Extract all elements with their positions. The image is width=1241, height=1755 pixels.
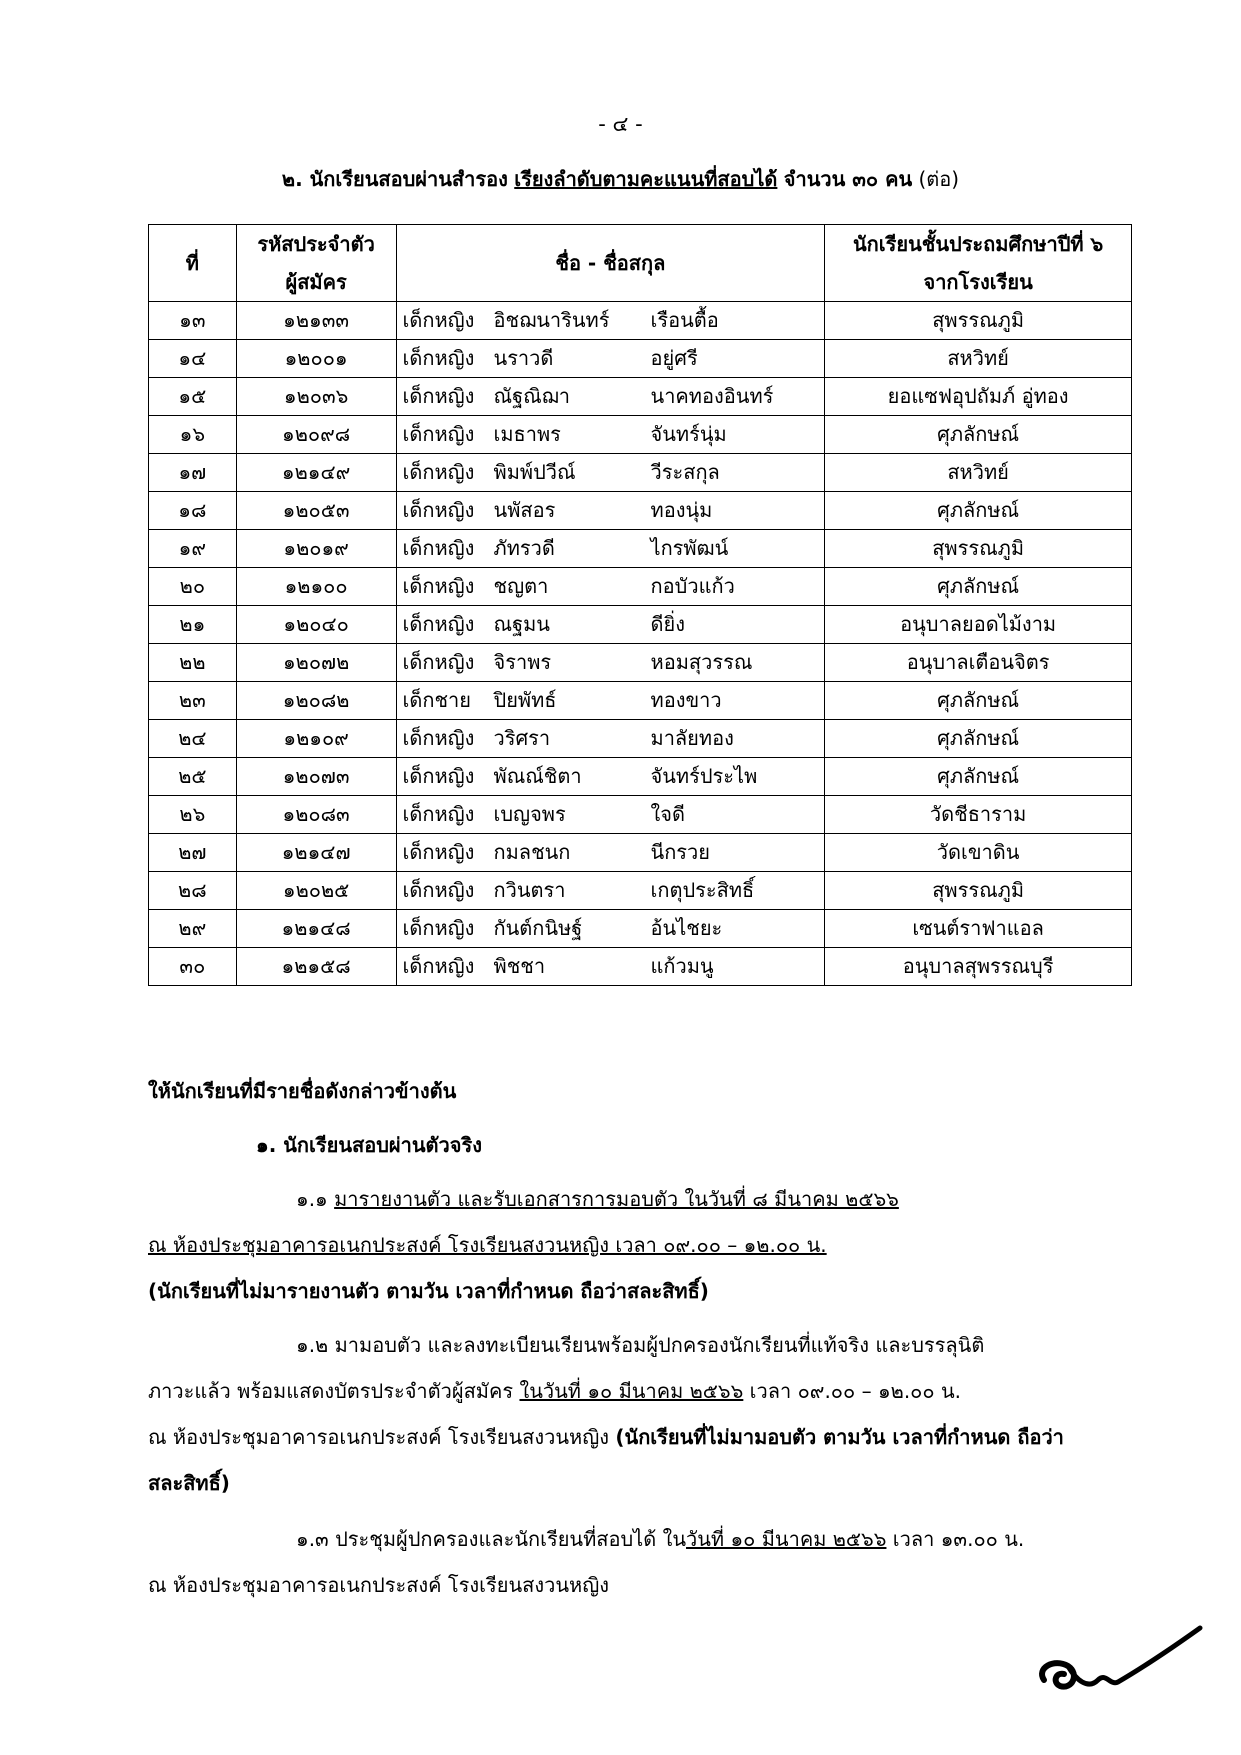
row-code: ๑๒๑๕๘ <box>236 948 396 986</box>
item-1-2-time: เวลา ๐๙.๐๐ – ๑๒.๐๐ น. <box>743 1379 961 1403</box>
row-name <box>396 796 825 834</box>
page-number: - ๔ - <box>598 112 643 136</box>
row-first-name: อิชฌนารินทร์ <box>493 308 610 332</box>
row-last-name: ดียิ่ง <box>650 612 685 636</box>
header-code-line1: รหัสประจำตัว <box>257 232 375 256</box>
signature-mark <box>1032 1620 1207 1720</box>
row-school: สุพรรณภูมิ <box>825 530 1132 568</box>
row-last-name: เกตุประสิทธิ์ <box>650 878 755 902</box>
table-row <box>149 834 1132 872</box>
row-school: อนุบาลเตือนจิตร <box>825 644 1132 682</box>
table-row <box>149 378 1132 416</box>
row-no: ๒๐ <box>149 568 237 606</box>
heading-count: จำนวน ๓๐ คน <box>783 167 913 191</box>
row-name <box>396 416 825 454</box>
row-name <box>396 834 825 872</box>
table-row <box>149 644 1132 682</box>
header-school-line1: นักเรียนชั้นประถมศึกษาปีที่ ๖ <box>853 232 1104 256</box>
row-school: อนุบาลยอดไม้งาม <box>825 606 1132 644</box>
row-prefix: เด็กหญิง <box>402 308 475 332</box>
row-name <box>396 682 825 720</box>
item-1-1-number: ๑.๑ <box>296 1187 328 1211</box>
row-last-name: ไกรพัฒน์ <box>650 536 729 560</box>
row-prefix: เด็กหญิง <box>402 764 475 788</box>
row-first-name: นราวดี <box>493 346 554 370</box>
row-prefix: เด็กหญิง <box>402 878 475 902</box>
row-code: ๑๒๑๐๙ <box>236 720 396 758</box>
table-row <box>149 568 1132 606</box>
row-name <box>396 378 825 416</box>
row-code: ๑๒๑๔๘ <box>236 910 396 948</box>
row-school: สหวิทย์ <box>825 454 1132 492</box>
row-school: ศุภลักษณ์ <box>825 682 1132 720</box>
row-school: วัดเขาดิน <box>825 834 1132 872</box>
row-no: ๑๙ <box>149 530 237 568</box>
row-code: ๑๒๐๘๒ <box>236 682 396 720</box>
row-school: เซนต์ราฟาแอล <box>825 910 1132 948</box>
table-row <box>149 492 1132 530</box>
row-code: ๑๒๐๒๕ <box>236 872 396 910</box>
row-school: สหวิทย์ <box>825 340 1132 378</box>
row-school: อนุบาลสุพรรณบุรี <box>825 948 1132 986</box>
row-last-name: กอบัวแก้ว <box>650 574 735 598</box>
item-1-1-note: (นักเรียนที่ไม่มารายงานตัว ตามวัน เวลาที่กำหนด ถือว่าสละสิทธิ์) <box>148 1279 709 1303</box>
row-first-name: ณฐมน <box>493 612 550 636</box>
row-name <box>396 454 825 492</box>
row-last-name: นีกรวย <box>650 840 710 864</box>
heading-continued: (ต่อ) <box>918 167 960 191</box>
row-prefix: เด็กหญิง <box>402 498 475 522</box>
row-prefix: เด็กหญิง <box>402 650 475 674</box>
row-no: ๓๐ <box>149 948 237 986</box>
row-first-name: ณัฐณิฌา <box>493 384 570 408</box>
row-prefix: เด็กชาย <box>402 688 471 712</box>
row-first-name: นพัสอร <box>493 498 556 522</box>
row-code: ๑๒๐๐๑ <box>236 340 396 378</box>
row-no: ๒๕ <box>149 758 237 796</box>
table-row <box>149 758 1132 796</box>
table-row <box>149 416 1132 454</box>
item-1-2-note-end: สละสิทธิ์) <box>148 1471 230 1495</box>
table-row <box>149 454 1132 492</box>
row-no: ๒๙ <box>149 910 237 948</box>
table-row <box>149 910 1132 948</box>
row-prefix: เด็กหญิง <box>402 726 475 750</box>
row-code: ๑๒๑๓๓ <box>236 302 396 340</box>
row-code: ๑๒๐๘๓ <box>236 796 396 834</box>
row-school: ศุภลักษณ์ <box>825 758 1132 796</box>
row-name <box>396 606 825 644</box>
header-code <box>236 225 396 302</box>
row-last-name: จันทร์นุ่ม <box>650 422 727 446</box>
item-1-3-time: เวลา ๑๓.๐๐ น. <box>886 1527 1025 1551</box>
table-header-row <box>149 225 1132 302</box>
row-no: ๒๖ <box>149 796 237 834</box>
row-name <box>396 872 825 910</box>
row-last-name: ใจดี <box>650 802 685 826</box>
table-row <box>149 340 1132 378</box>
row-code: ๑๒๐๓๖ <box>236 378 396 416</box>
section1-heading: ๑. นักเรียนสอบผ่านตัวจริง <box>256 1133 482 1157</box>
row-last-name: เรือนตื้อ <box>650 308 719 332</box>
table-row <box>149 796 1132 834</box>
row-prefix: เด็กหญิง <box>402 574 475 598</box>
row-first-name: เบญจพร <box>493 802 566 826</box>
row-first-name: กมลชนก <box>493 840 571 864</box>
row-last-name: นาคทองอินทร์ <box>650 384 774 408</box>
header-no: ที่ <box>149 225 237 302</box>
row-name <box>396 568 825 606</box>
row-code: ๑๒๐๕๓ <box>236 492 396 530</box>
table-row <box>149 530 1132 568</box>
row-prefix: เด็กหญิง <box>402 384 475 408</box>
row-name <box>396 492 825 530</box>
row-prefix: เด็กหญิง <box>402 612 475 636</box>
row-first-name: พิมพ์ปวีณ์ <box>493 460 576 484</box>
row-first-name: พิชชา <box>493 954 546 978</box>
header-school <box>825 225 1132 302</box>
row-first-name: พัณณ์ชิตา <box>493 764 582 788</box>
heading-order: เรียงลำดับตามคะแนนที่สอบได้ <box>514 167 778 191</box>
row-first-name: วริศรา <box>493 726 551 750</box>
row-code: ๑๒๐๗๒ <box>236 644 396 682</box>
row-last-name: วีระสกุล <box>650 460 720 484</box>
row-prefix: เด็กหญิง <box>402 954 475 978</box>
row-prefix: เด็กหญิง <box>402 422 475 446</box>
table-row <box>149 720 1132 758</box>
row-school: ศุภลักษณ์ <box>825 492 1132 530</box>
item-1-2-id-card: ภาวะแล้ว พร้อมแสดงบัตรประจำตัวผู้สมัคร <box>148 1379 520 1403</box>
row-school: ยอแซฟอุปถัมภ์ อู่ทอง <box>825 378 1132 416</box>
row-no: ๑๗ <box>149 454 237 492</box>
row-no: ๒๒ <box>149 644 237 682</box>
row-no: ๒๗ <box>149 834 237 872</box>
row-school: ศุภลักษณ์ <box>825 416 1132 454</box>
row-school: ศุภลักษณ์ <box>825 720 1132 758</box>
row-code: ๑๒๐๑๙ <box>236 530 396 568</box>
table-heading <box>0 163 1241 195</box>
row-prefix: เด็กหญิง <box>402 346 475 370</box>
row-last-name: หอมสุวรรณ <box>650 650 753 674</box>
row-no: ๑๖ <box>149 416 237 454</box>
row-first-name: ชญตา <box>493 574 549 598</box>
row-no: ๑๓ <box>149 302 237 340</box>
row-no: ๒๑ <box>149 606 237 644</box>
row-prefix: เด็กหญิง <box>402 536 475 560</box>
row-last-name: อ้นไชยะ <box>650 916 723 940</box>
row-first-name: ภัทรวดี <box>493 536 555 560</box>
row-code: ๑๒๑๔๗ <box>236 834 396 872</box>
row-name <box>396 758 825 796</box>
row-no: ๑๕ <box>149 378 237 416</box>
intro-line: ให้นักเรียนที่มีรายชื่อดังกล่าวข้างต้น <box>148 1079 457 1103</box>
table-row <box>149 872 1132 910</box>
item-1-2-venue: ณ ห้องประชุมอาคารอเนกประสงค์ โรงเรียนสงวนหญิง <box>148 1425 616 1449</box>
table-row <box>149 948 1132 986</box>
row-prefix: เด็กหญิง <box>402 802 475 826</box>
row-school: ศุภลักษณ์ <box>825 568 1132 606</box>
row-no: ๒๘ <box>149 872 237 910</box>
row-first-name: กันต์กนิษฐ์ <box>493 916 583 940</box>
row-last-name: แก้วมนู <box>650 954 714 978</box>
item-1-2-note: (นักเรียนที่ไม่มามอบตัว ตามวัน เวลาที่กำหนด ถือว่า <box>615 1425 1064 1449</box>
row-no: ๒๔ <box>149 720 237 758</box>
row-code: ๑๒๑๔๙ <box>236 454 396 492</box>
row-school: สุพรรณภูมิ <box>825 872 1132 910</box>
table-row <box>149 302 1132 340</box>
header-school-line2: จากโรงเรียน <box>923 270 1033 294</box>
row-code: ๑๒๑๐๐ <box>236 568 396 606</box>
row-name <box>396 910 825 948</box>
row-no: ๑๔ <box>149 340 237 378</box>
heading-title: ๒. นักเรียนสอบผ่านสำรอง <box>281 167 508 191</box>
row-name <box>396 720 825 758</box>
row-school: สุพรรณภูมิ <box>825 302 1132 340</box>
row-code: ๑๒๐๔๐ <box>236 606 396 644</box>
item-1-3-venue: ณ ห้องประชุมอาคารอเนกประสงค์ โรงเรียนสงวนหญิง <box>148 1573 610 1597</box>
table-row <box>149 606 1132 644</box>
row-last-name: อยู่ศรี <box>650 346 698 370</box>
row-name <box>396 340 825 378</box>
row-first-name: เมธาพร <box>493 422 561 446</box>
row-name <box>396 948 825 986</box>
row-code: ๑๒๐๙๘ <box>236 416 396 454</box>
row-name <box>396 302 825 340</box>
item-1-3-meeting: ๑.๓ ประชุมผู้ปกครองและนักเรียนที่สอบได้ ใน <box>296 1527 687 1551</box>
row-prefix: เด็กหญิง <box>402 916 475 940</box>
item-1-1-line2: ณ ห้องประชุมอาคารอเนกประสงค์ โรงเรียนสงวนหญิง เวลา ๐๙.๐๐ – ๑๒.๐๐ น. <box>148 1233 827 1257</box>
row-last-name: จันทร์ประไพ <box>650 764 758 788</box>
row-first-name: ปิยพัทธ์ <box>493 688 557 712</box>
header-code-line2: ผู้สมัคร <box>285 270 347 294</box>
item-1-3-date: วันที่ ๑๐ มีนาคม ๒๕๖๖ <box>686 1527 887 1551</box>
row-last-name: ทองนุ่ม <box>650 498 713 522</box>
row-no: ๒๓ <box>149 682 237 720</box>
row-prefix: เด็กหญิง <box>402 460 475 484</box>
item-1-2-line1: ๑.๒ มามอบตัว และลงทะเบียนเรียนพร้อมผู้ปกครองนักเรียนที่แท้จริง และบรรลุนิติ <box>296 1333 985 1357</box>
table-row <box>149 682 1132 720</box>
item-1-2-date: ในวันที่ ๑๐ มีนาคม ๒๕๖๖ <box>519 1379 744 1403</box>
row-no: ๑๘ <box>149 492 237 530</box>
row-school: วัดชีธาราม <box>825 796 1132 834</box>
row-name <box>396 530 825 568</box>
row-prefix: เด็กหญิง <box>402 840 475 864</box>
row-first-name: กวินตรา <box>493 878 566 902</box>
row-code: ๑๒๐๗๓ <box>236 758 396 796</box>
row-first-name: จิราพร <box>493 650 552 674</box>
item-1-1-report: มารายงานตัว และรับเอกสารการมอบตัว ในวันที่ ๘ มีนาคม ๒๕๖๖ <box>334 1187 899 1211</box>
students-table <box>148 224 1132 986</box>
row-last-name: ทองขาว <box>650 688 722 712</box>
row-last-name: มาลัยทอง <box>650 726 734 750</box>
row-name <box>396 644 825 682</box>
header-name: ชื่อ - ชื่อสกุล <box>396 225 825 302</box>
